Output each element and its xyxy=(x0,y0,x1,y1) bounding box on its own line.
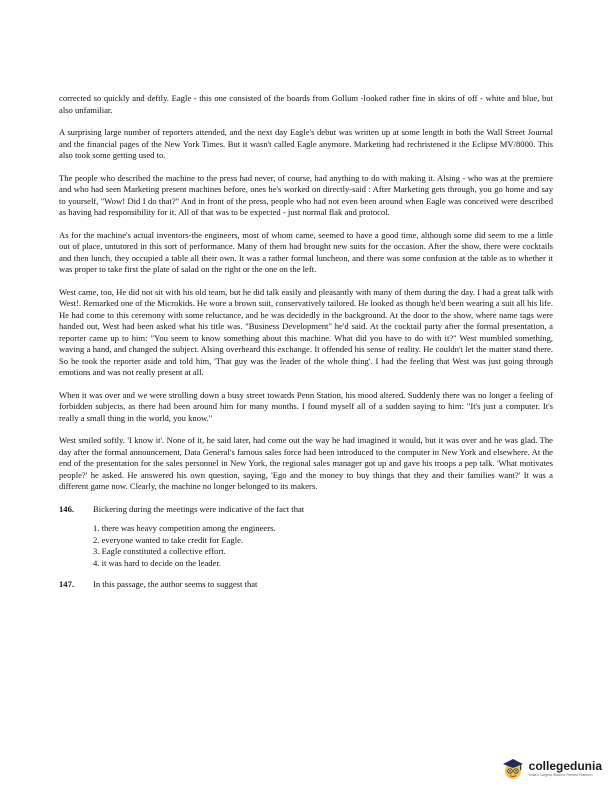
answer-option-1: 1. there was heavy competition among the engineers. xyxy=(93,523,276,533)
question-text: In this passage, the author seems to suggest that xyxy=(93,579,258,589)
question-number: 147. xyxy=(59,579,75,589)
collegedunia-brand xyxy=(500,756,602,782)
question-text: Bickering during the meetings were indicative of the fact that xyxy=(93,503,305,514)
answer-options xyxy=(93,523,553,569)
question-146 xyxy=(59,504,553,516)
passage-paragraph-1: corrected so quickly and deftly. Eagle - this one consisted of the boards from Gollum -looked rather fine in skins of off - white and blue, but also unfamiliar. xyxy=(59,93,553,115)
question-number: 146. xyxy=(59,503,75,514)
passage-paragraph-2: A surprising large number of reporters attended, and the next day Eagle's debut was written up at some length in both the Wall Street Journal and the financial pages of the New York Times. But it wasn't called Eagle anymore. Marketing had rechristened it the Eclipse MV/8000. This also took some getting used to. xyxy=(59,127,553,160)
passage-paragraph-6: When it was over and we were strolling down a busy street towards Penn Station, his mood altered. Suddenly there was no longer a feeling of forbidden subjects, as there had been around him for many months. I found myself all of a sudden saying to him: "It's just a computer. It's really a small thing in the world, you know." xyxy=(59,389,553,423)
passage-paragraph-7: West smiled softly. 'I know it'. None of it, he said later, had come out the way he had imagined it would, but it was over and he was glad. The day after the formal announcement, Data General's famous sales force had been introduced to the computer in New York and elsewhere. At the end of the presentation for the sales personnel in New York, the regional sales manager got up and gave his troops a pep talk. 'What motivates people?' he asked. He answered his own question, saying, 'Ego and the money to buy things that they and their families want?' It was a different game now. Clearly, the machine no longer belonged to its makers. xyxy=(59,435,553,491)
brand-tagline: India's Largest Student Review Platform xyxy=(528,773,593,777)
passage-paragraph-5: West came, too, He did not sit with his old team, but he did talk easily and pleasantly with many of them during the day. I had a great talk with West!. Remarked one of the Microkids. He wore a brown suit, conservatively tailored. He looked as though he'd been wearing a suit all his life. He had come to this ceremony with some reluctance, and he was decidedly in the background. At the door to the show, where name tags were handed out, West had been asked what his title was. "Business Development" he'd said. At the cocktail party after the formal presentation, a reporter came up to him: "You seem to know something about this machine. What did you have to do with it?" West mumbled something, waving a hand, and changed the subject. Alsing overheard this exchange. It offended his sense of reality. He couldn't let the matter stand there. So he took the reporter aside and told him, 'That guy was the leader of the whole thing'. I had the feeling that West was just going through emotions and was not really present at all. xyxy=(59,286,553,377)
document-page xyxy=(59,93,553,599)
passage-paragraph-3: The people who described the machine to the press had never, of course, had anything to do with making it. Alsing - who was at the premiere and who had seen Marketing present machines before, ones he's worked on directly-said : After Marketing gets through, you go home and say to yourself, "Wow! Did I do that?" And in front of the press, people who had not even been around when Eagle was conceived were described as having had responsibility for it. All of that was to be expected - just normal flak and protocol. xyxy=(59,172,553,217)
answer-option-2: 2. everyone wanted to take credit for Eagle. xyxy=(93,534,244,545)
brand-name: collegedunia xyxy=(528,759,602,773)
graduate-mascot-icon xyxy=(500,756,526,782)
answer-option-3: 3. Eagle constituted a collective effort. xyxy=(93,546,226,556)
answer-option-4: 4. it was hard to decide on the leader. xyxy=(93,557,221,568)
passage-paragraph-4: As for the machine's actual inventors-the engineers, most of whom came, seemed to have a good time, although some did seem to me a little out of place, untutored in this sort of performance. Many of them had brought new suits for the occasion. After the show, there were cocktails and then lunch, they occupied a table all their own. It was a rather formal luncheon, and there was some confusion at the table as to whether it was proper to take first the plate of salad on the right or the one on the left. xyxy=(59,229,553,274)
question-147 xyxy=(59,579,553,591)
